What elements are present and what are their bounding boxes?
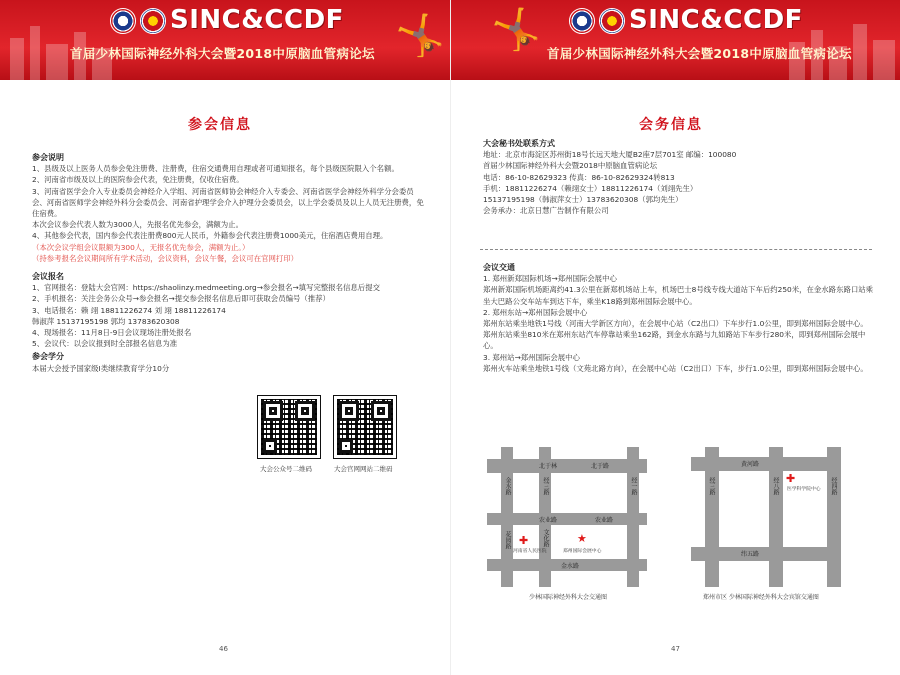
road-label: 花园路	[504, 531, 511, 549]
spacer	[32, 264, 424, 269]
martial-artist-icon: 🤸	[395, 13, 445, 59]
header-banner	[451, 0, 900, 80]
section-heading: 参会学分	[32, 352, 64, 362]
website-qr-code[interactable]	[334, 396, 396, 458]
shaolin-logo-icon	[140, 8, 166, 34]
place-label: 郑州国际会展中心	[563, 549, 602, 554]
paragraph: 5、会议代：以会议报到时全部报名信息为准	[32, 339, 178, 349]
paragraph: 1、官网报名：登陆大会官网：https://shaolinzy.medmeeting.org→参会报名→填写完整报名信息后提交	[32, 283, 380, 293]
secretariat-info	[483, 136, 875, 216]
section-heading: 大会秘书处联系方式	[483, 139, 555, 148]
paragraph: 电话：86-10-82629323 传真：86-10-82629324转813	[483, 172, 675, 182]
paragraph: 2. 郑州东站→郑州国际会展中心	[483, 307, 588, 317]
road-label: 经三路	[708, 477, 715, 495]
road-label: 农业路	[595, 517, 614, 524]
paragraph: 2、河南省市级及以上的医院参会代表，免注册费，仅收住宿费。	[32, 175, 244, 185]
paragraph: 3. 郑州站→郑州国际会展中心	[483, 352, 580, 362]
map-exhibition-center	[487, 447, 647, 587]
hospital-marker-icon: ✚	[786, 472, 796, 485]
section-title: 参会信息	[188, 117, 252, 133]
note-text: （本次会议学组会议限额为300人，无报名优先参会，满额为止。）	[32, 242, 250, 252]
road-label: 经八路	[772, 477, 779, 495]
registration-info	[32, 150, 424, 374]
hospital-marker-icon: ✚	[519, 534, 529, 547]
logos	[569, 8, 625, 34]
paragraph: 郑州火车站乘坐地铁1号线（文苑北路方向），在会展中心站（C2出口）下车，步行1.0公里，即到郑州国际会展中心。	[483, 363, 868, 373]
paragraph: 3、河南省医学会介入专业委员会神经介入学组、河南省医师协会神经介入专委会、河南省医学会神经外科学分会委员会、河南省医师学会神经外科分会委员会、河南省护理学会介入护理分会委员会，以上学会委员及以上人员无注册费，免住宿费。	[32, 186, 424, 219]
paragraph: 1、县级及以上医务人员参会免注册费、注册费，住宿交通费用自理或者可通知报名，每个县级医院限入个名额。	[32, 164, 399, 174]
traffic-info	[483, 260, 875, 374]
road-label: 北于林	[539, 463, 558, 470]
map-hotel	[691, 447, 851, 587]
shaolin-logo-icon	[599, 8, 625, 34]
road-label: 金水路	[561, 563, 580, 570]
qr-codes	[258, 396, 396, 458]
conference-subtitle: 首届少林国际神经外科大会暨2018中原脑血管病论坛	[547, 46, 852, 61]
paragraph: 郑州东站乘坐810米在郑州东站汽车停靠站乘坐162路，到金水东路与九如路站下车步行280米，即到郑州国际会展中心。	[483, 330, 866, 351]
paragraph: 1. 郑州新郑国际机场→郑州国际会展中心	[483, 274, 617, 284]
section-heading: 会议报名	[32, 272, 64, 282]
map-caption: 少林国际神经外科大会交通图	[529, 594, 608, 601]
page-number: 47	[671, 645, 680, 653]
road-label: 黄河路	[741, 461, 760, 468]
paragraph: 4、现场报名：11月8日-9日会议现场注册处报名	[32, 328, 192, 338]
logos	[110, 8, 166, 34]
road-label: 文化路	[542, 529, 549, 547]
paragraph: 3、电话报名：赖 翊 18811226274 刘 翊 18811226174	[32, 305, 226, 315]
section-title: 会务信息	[639, 117, 703, 133]
society-logo-icon	[110, 8, 136, 34]
qr-caption-website: 大会官网网站二维码	[334, 465, 393, 473]
header-banner	[0, 0, 450, 80]
qr-caption-wechat: 大会公众号二维码	[260, 465, 312, 473]
paragraph: 韩淑萍 15137195198 郭均 13783620308	[32, 316, 180, 326]
road-label: 金水路	[504, 477, 511, 495]
section-heading: 参会说明	[32, 153, 64, 162]
society-logo-icon	[569, 8, 595, 34]
road-label: 经一路	[630, 477, 637, 495]
conference-subtitle: 首届少林国际神经外科大会暨2018中原脑血管病论坛	[70, 46, 375, 61]
paragraph: 本次会议参会代表人数为3000人，先报名优先参会，满额为止。	[32, 220, 243, 230]
paragraph: 会务承办：北京日慧广告制作有限公司	[483, 206, 609, 216]
paragraph: 手机：18811226274（赖翊女士）18811226174（刘翊先生）	[483, 183, 698, 193]
paragraph: 首届少林国际神经外科大会暨2018中原脑血管病论坛	[483, 161, 658, 171]
paragraph: 郑州新郑国际机场距离约41.3公里在新郑机场站上车，机场巴士8号线专线大道站下车后约250米，在金水路东路口站乘坐大巴路公交车站车到达下车，乘坐K18路到郑州国际会展中心。	[483, 285, 874, 306]
paragraph: 地址：北京市海淀区苏州街18号长远天地大厦B2座7层701室 邮编：100080	[483, 150, 737, 160]
page-number: 46	[219, 645, 228, 653]
venue-star-icon: ★	[577, 532, 587, 545]
section-divider	[480, 249, 872, 250]
place-label: 河南省人民医院	[513, 549, 547, 554]
road-label: 农业路	[539, 517, 558, 524]
note-text: （持参考报名会议期间所有学术活动，会议资料，会议午餐，会议可在官网打印）	[32, 253, 299, 263]
road-label: 经三路	[542, 477, 549, 495]
wechat-qr-code[interactable]	[258, 396, 320, 458]
brand-title: SINC&CCDF	[629, 5, 803, 35]
paragraph: 本届大会授予国家级Ⅰ类继续教育学分10分	[32, 363, 170, 373]
page-right	[450, 0, 900, 675]
road-label: 经四路	[830, 477, 837, 495]
brand-title: SINC&CCDF	[170, 5, 344, 35]
martial-artist-icon: 🤸	[491, 7, 541, 53]
paragraph: 2、手机报名：关注会务公众号→参会报名→提交参会报名信息后即可获取会员编号（推荐）	[32, 294, 330, 304]
paragraph: 郑州东站乘坐地铁1号线（河南大学新区方向），在会展中心站（C2出口）下车步行1.0公里，即到郑州国际会展中心。	[483, 319, 868, 329]
road-label: 纬五路	[741, 551, 760, 558]
road-label: 北于路	[591, 463, 610, 470]
map-caption: 郑州市区 少林国际神经外科大会宾馆交通图	[703, 594, 819, 601]
paragraph: 4、其他参会代表，国内参会代表注册费800元人民币，外籍参会代表注册费1000美元，住宿酒店费用自理。	[32, 231, 388, 241]
paragraph: 15137195198（韩淑萍女士）13783620308（郭均先生）	[483, 195, 683, 205]
place-label: 医学科学院中心	[787, 487, 821, 492]
section-heading: 会议交通	[483, 263, 515, 272]
